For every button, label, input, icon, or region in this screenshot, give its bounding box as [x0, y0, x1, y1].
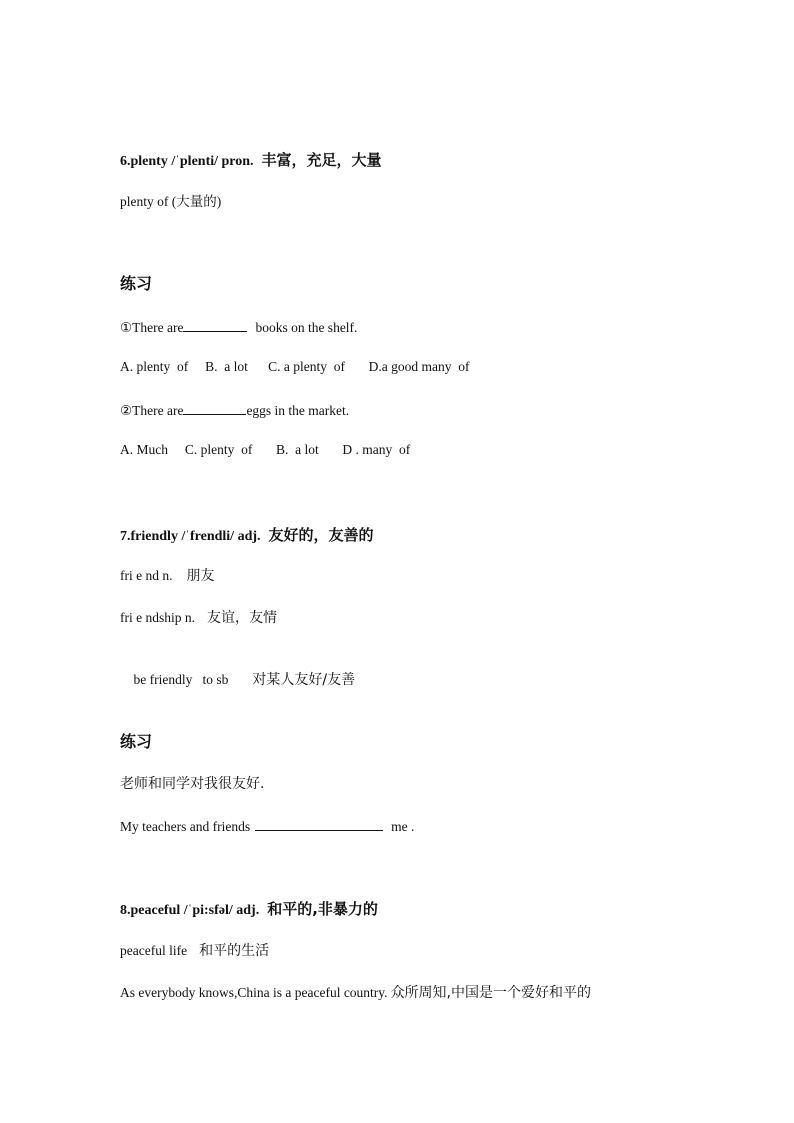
section-7-word-2	[120, 608, 277, 628]
section-6-phrase: plenty of (大量的)	[120, 194, 222, 209]
section-7-headword: 7.friendly /ˈfrendli/ adj.	[120, 529, 261, 544]
practice-1-question-2-options: A. Much C. plenty of B. a lot D . many of	[120, 442, 411, 457]
section-7-phrase	[120, 650, 355, 710]
phrase-cn: 和平的生活	[199, 943, 270, 959]
word-1-en: fri e nd n.	[120, 568, 173, 583]
word-1-cn: 朋友	[186, 568, 215, 584]
q2-prefix: ②There are	[120, 403, 184, 418]
section-6-meaning: 丰富，充足，大量	[261, 151, 382, 169]
q1-answer-blank[interactable]	[183, 317, 247, 332]
word-2-cn: 友谊，友情	[207, 610, 277, 626]
phrase-en: peaceful life	[120, 943, 188, 958]
section-8-heading	[120, 899, 378, 921]
q1-prefix: ①There are	[120, 320, 184, 335]
section-6-heading	[120, 150, 382, 172]
practice-1-title: 练习	[120, 274, 153, 293]
q2-answer-blank[interactable]	[183, 400, 246, 415]
practice-1-question-2	[120, 400, 349, 421]
phrase-en: be friendly to sb	[133, 672, 229, 687]
example-cn: 众所周知,中国是一个爱好和平的	[390, 985, 592, 1001]
q2-suffix: eggs in the market.	[246, 403, 350, 418]
practice-2-title: 练习	[120, 732, 153, 751]
section-8-example	[120, 983, 591, 1003]
section-8-headword: 8.peaceful /ˈpi:sfəl/ adj.	[120, 903, 260, 918]
practice-1-question-1	[120, 317, 357, 338]
section-7-heading	[120, 525, 374, 547]
section-7-meaning: 友好的，友善的	[268, 526, 374, 544]
q1-suffix: books on the shelf.	[255, 320, 358, 335]
phrase-cn: 对某人友好/友善	[252, 672, 356, 688]
section-7-word-1	[120, 566, 214, 586]
practice-1-question-1-options: A. plenty of B. a lot C. a plenty of D.a good many of	[120, 359, 470, 374]
section-8-phrase	[120, 941, 269, 961]
section-6-headword: 6.plenty /ˈplenti/ pron.	[120, 154, 254, 169]
example-en: As everybody knows,China is a peaceful country.	[120, 985, 388, 1000]
translation-prefix: My teachers and friends	[120, 819, 251, 834]
word-2-en: fri e ndship n.	[120, 610, 195, 625]
practice-2-chinese-sentence: 老师和同学对我很友好.	[120, 776, 265, 792]
translation-suffix: me .	[391, 819, 415, 834]
practice-2-translation	[120, 816, 414, 837]
translation-answer-blank[interactable]	[255, 816, 383, 831]
section-8-meaning: 和平的,非暴力的	[267, 900, 378, 918]
